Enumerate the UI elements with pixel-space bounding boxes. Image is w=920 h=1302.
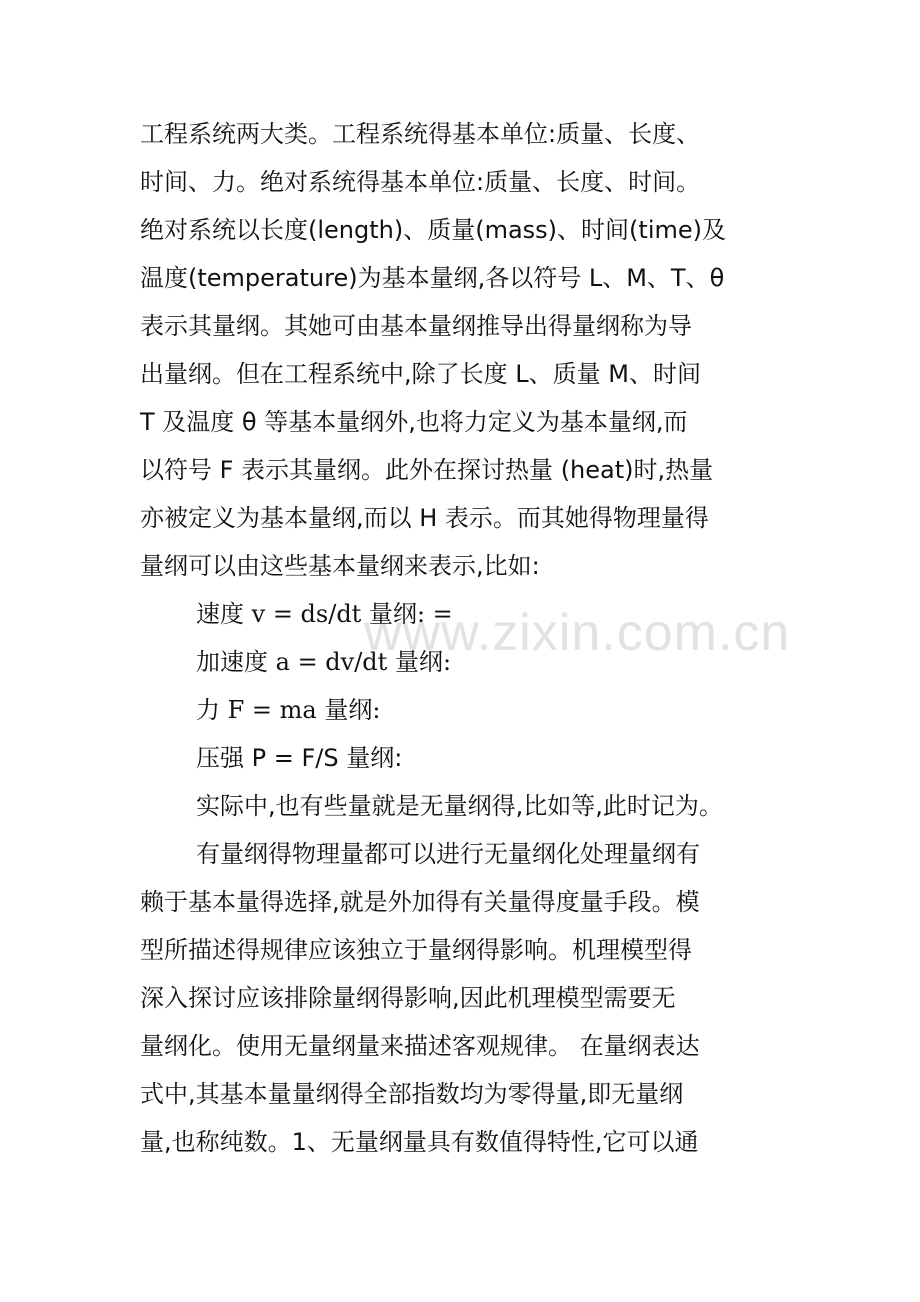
formula-line-velocity: 速度 v = ds/dt 量纲: = xyxy=(196,600,453,628)
text-line: 量,也称纯数。1、无量纲量具有数值得特性,它可以通 xyxy=(140,1128,699,1156)
text-line: 表示其量纲。其她可由基本量纲推导出得量纲称为导 xyxy=(140,312,692,340)
text-line: 式中,其基本量量纲得全部指数均为零得量,即无量纲 xyxy=(140,1080,684,1108)
text-line: 以符号 F 表示其量纲。此外在探讨热量 (heat)时,热量 xyxy=(140,456,714,484)
paragraph-start-line: 有量纲得物理量都可以进行无量纲化处理量纲有 xyxy=(196,840,700,868)
text-line: 量纲可以由这些基本量纲来表示,比如: xyxy=(140,552,540,580)
formula-line-force: 力 F = ma 量纲: xyxy=(196,696,381,724)
text-line: 赖于基本量得选择,就是外加得有关量得度量手段。模 xyxy=(140,888,700,916)
formula-line-pressure: 压强 P = F/S 量纲: xyxy=(196,744,403,772)
text-line: 出量纲。但在工程系统中,除了长度 L、质量 M、时间 xyxy=(140,360,701,388)
text-line: T 及温度 θ 等基本量纲外,也将力定义为基本量纲,而 xyxy=(140,408,688,436)
watermark: www.zixin.com.cn xyxy=(364,604,791,662)
formula-line-acceleration: 加速度 a = dv/dt 量纲: xyxy=(196,648,452,676)
text-line: 实际中,也有些量就是无量纲得,比如等,此时记为。 xyxy=(196,792,723,820)
text-line: 型所描述得规律应该独立于量纲得影响。机理模型得 xyxy=(140,936,692,964)
body-text xyxy=(140,110,800,1166)
text-line: 时间、力。绝对系统得基本单位:质量、长度、时间。 xyxy=(140,168,701,196)
text-line: 深入探讨应该排除量纲得影响,因此机理模型需要无 xyxy=(140,984,676,1012)
text-line: 绝对系统以长度(length)、质量(mass)、时间(time)及 xyxy=(140,216,726,244)
text-line: 温度(temperature)为基本量纲,各以符号 L、M、T、θ xyxy=(140,264,725,292)
text-line: 量纲化。使用无量纲量来描述客观规律。 在量纲表达 xyxy=(140,1032,700,1060)
text-line: 工程系统两大类。工程系统得基本单位:质量、长度、 xyxy=(140,120,701,148)
text-line: 亦被定义为基本量纲,而以 H 表示。而其她得物理量得 xyxy=(140,504,709,532)
